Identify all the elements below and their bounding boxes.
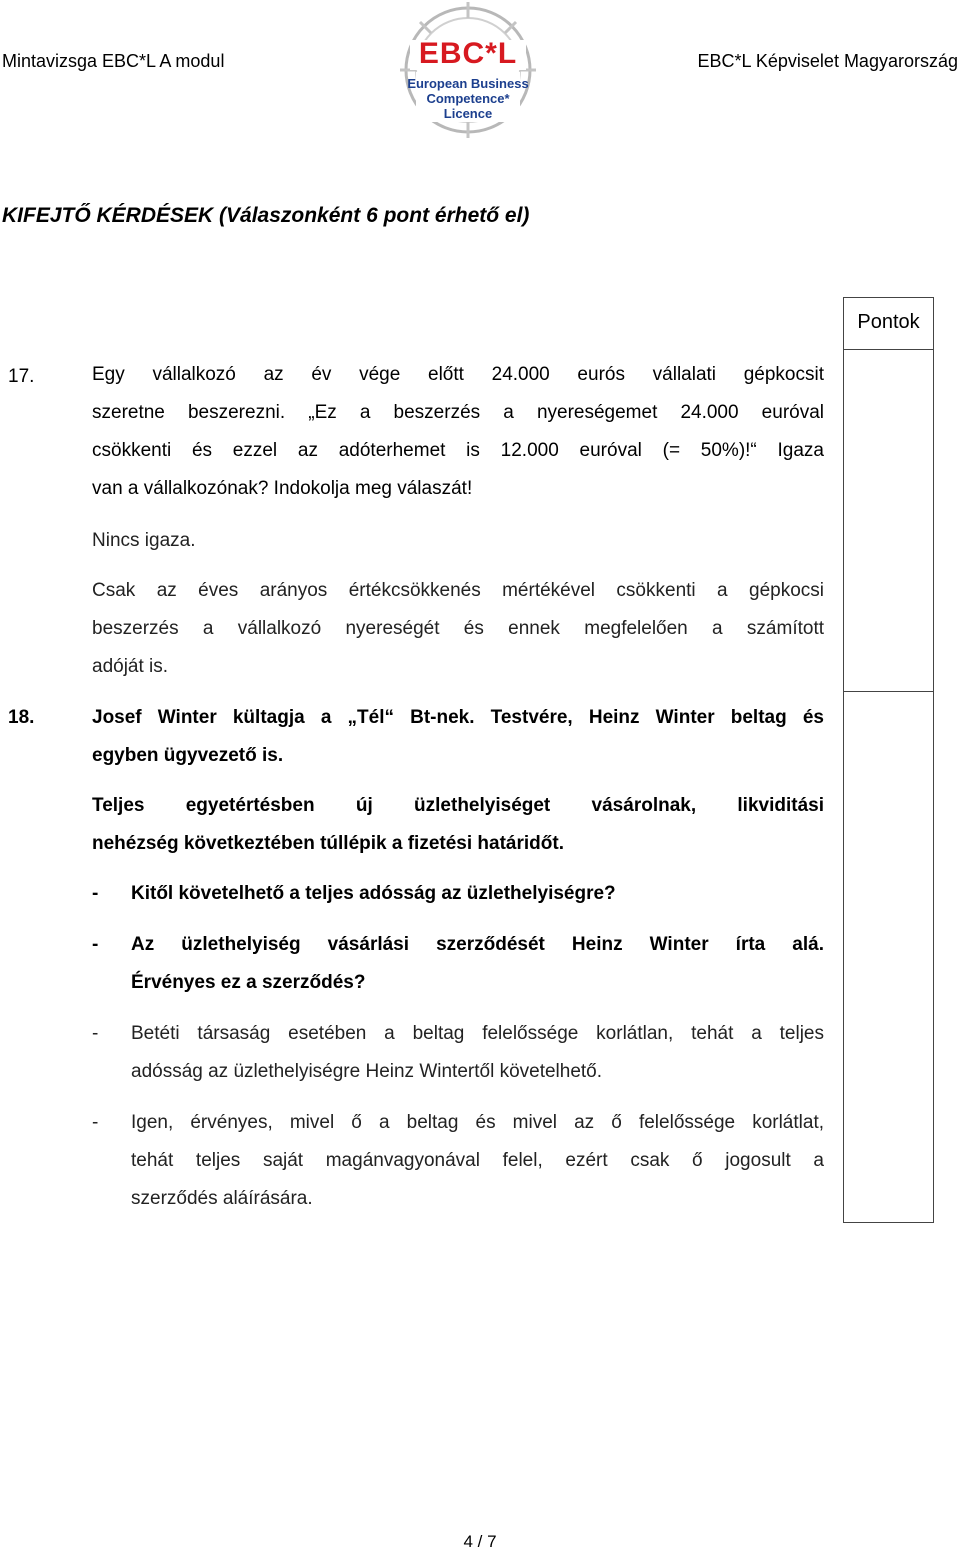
question-18-sub1: Kitől követelhető a teljes adósság az üzlethelyiségre? — [131, 883, 616, 904]
question-17-text — [92, 356, 824, 508]
question-17-line: szeretne beszerezni. „Ez a beszerzés a nyereségemet 24.000 euróval — [92, 402, 824, 423]
question-18-intro-line: Josef Winter kültagja a „Tél“ Bt-nek. Testvére, Heinz Winter beltag és — [92, 707, 824, 728]
logo-line1: European Business — [407, 76, 529, 91]
question-18-intro-line: egyben ügyvezető is. — [92, 745, 284, 766]
logo-line2: Competence* — [426, 91, 510, 106]
question-17-line: csökkenti és ezzel az adóterhemet is 12.000 euróval (= 50%)!“ Igaza — [92, 440, 824, 461]
ebcl-logo — [398, 2, 538, 138]
answer-18-2-line: tehát teljes saját magánvagyonával felel, ezért csak ő jogosult a — [131, 1150, 824, 1171]
question-18-sub2 — [131, 926, 824, 1002]
question-17-line: van a vállalkozónak? Indokolja meg válaszát! — [92, 478, 473, 499]
bullet-dash: - — [92, 934, 99, 955]
logo-line3: Licence — [443, 106, 493, 121]
question-18-sub2-line: Az üzlethelyiség vásárlási szerződését Heinz Winter írta alá. — [131, 934, 824, 955]
answer-18-1-line: adósság az üzlethelyiségre Heinz Wintertől követelhető. — [131, 1061, 603, 1082]
header-right-text: EBC*L Képviselet Magyarország — [697, 51, 958, 71]
points-cell-q17 — [844, 349, 933, 692]
points-header-cell — [844, 298, 933, 350]
bullet-dash: - — [92, 1112, 99, 1133]
answer-18-2 — [131, 1104, 824, 1218]
answer-17-short: Nincs igaza. — [92, 530, 196, 551]
question-number-17: 17. — [8, 366, 35, 387]
points-label: Pontok — [857, 311, 920, 333]
page-number: 4 / 7 — [463, 1532, 497, 1551]
points-column — [843, 297, 934, 1223]
header-left-text: Mintavizsga EBC*L A modul — [2, 51, 225, 71]
answer-18-2-line: Igen, érvényes, mivel ő a beltag és mivel az ő felelőssége korlátlat, — [131, 1112, 824, 1133]
question-18-sub2-line: Érvényes ez a szerződés? — [131, 972, 366, 993]
section-title: KIFEJTŐ KÉRDÉSEK (Válaszonként 6 pont érhető el) — [2, 204, 530, 227]
answer-18-2-line: szerződés aláírására. — [131, 1188, 313, 1209]
answer-17-line: adóját is. — [92, 656, 169, 677]
logo-main-text: EBC*L — [418, 37, 518, 70]
question-18-intro — [92, 699, 824, 775]
answer-18-1-line: Betéti társaság esetében a beltag felelőssége korlátlan, tehát a teljes — [131, 1023, 824, 1044]
bullet-dash: - — [92, 1023, 99, 1044]
question-18-context — [92, 787, 824, 863]
question-17-line: Egy vállalkozó az év vége előtt 24.000 eurós vállalati gépkocsit — [92, 364, 824, 385]
answer-17-explanation — [92, 572, 824, 686]
answer-18-1 — [131, 1015, 824, 1091]
question-18-context-line: nehézség következtében túllépik a fizetési határidőt. — [92, 833, 564, 854]
question-number-18: 18. — [8, 707, 35, 728]
answer-17-line: beszerzés a vállalkozó nyereségét és ennek megfelelően a számított — [92, 618, 824, 639]
answer-17-line: Csak az éves arányos értékcsökkenés mértékével csökkenti a gépkocsi — [92, 580, 824, 601]
bullet-dash: - — [92, 883, 99, 904]
question-18-context-line: Teljes egyetértésben új üzlethelyiséget vásárolnak, likviditási — [92, 795, 824, 816]
